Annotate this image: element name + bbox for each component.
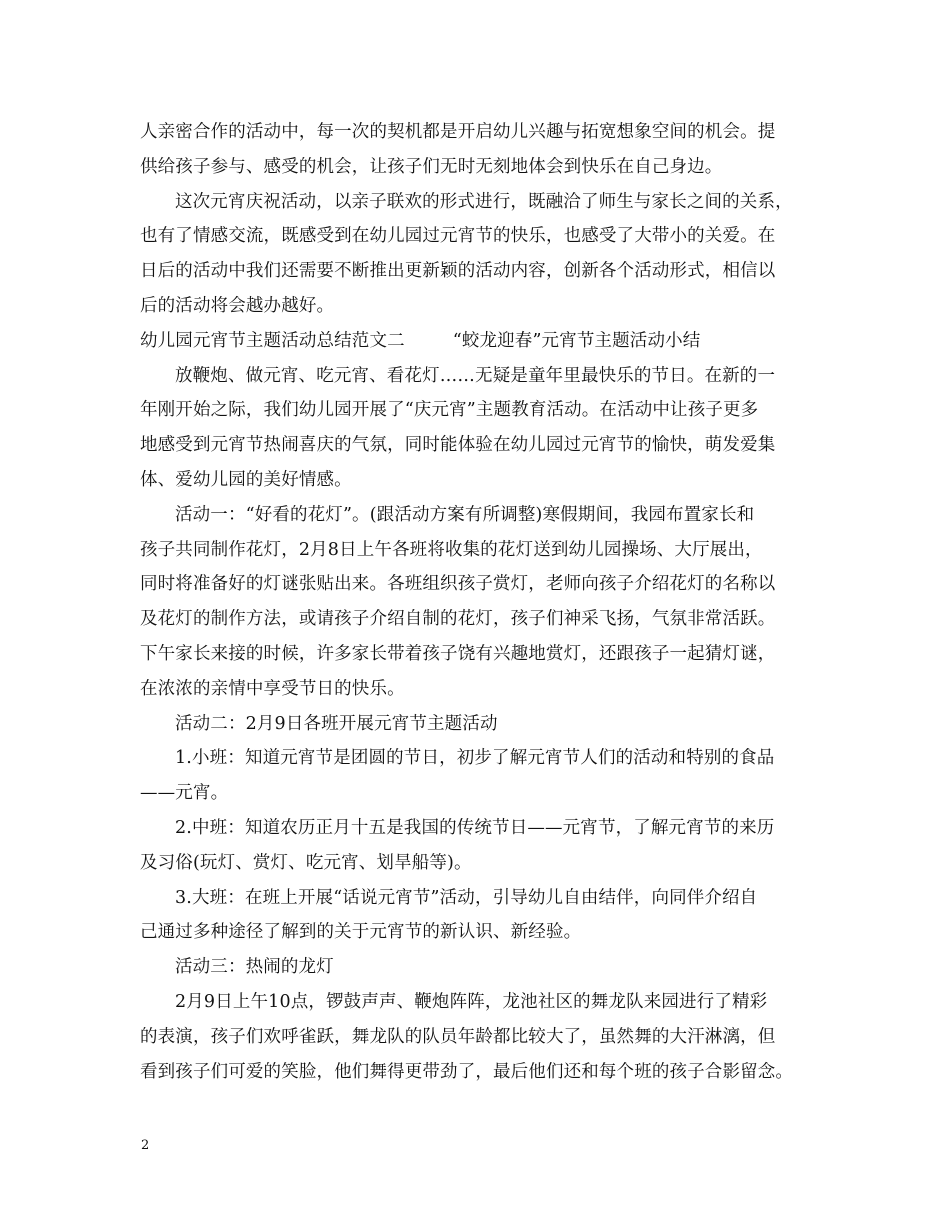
text-line: 地感受到元宵节热闹喜庆的气氛，同时能体验在幼儿园过元宵节的愉快，萌发爱集 (140, 435, 776, 456)
text-line: 年刚开始之际，我们幼儿园开展了“庆元宵”主题教育活动。在活动中让孩子更多 (140, 400, 759, 421)
page-number: 2 (141, 1138, 150, 1153)
paragraph-start: 2月9日上午10点，锣鼓声声、鞭炮阵阵，龙池社区的舞龙队来园进行了精彩 (175, 991, 768, 1012)
text-line: 供给孩子参与、感受的机会，让孩子们无时无刻地体会到快乐在自己身边。 (140, 156, 723, 177)
text-line: 的表演，孩子们欢呼雀跃，舞龙队的队员年龄都比较大了，虽然舞的大汗淋漓，但 (140, 1026, 776, 1047)
section-subtitle: “蛟龙迎春”元宵节主题活动小结 (452, 330, 701, 351)
text-line: 己通过多种途径了解到的关于元宵节的新认识、新经验。 (140, 922, 582, 943)
document-body (140, 115, 825, 1089)
section-title: 幼儿园元宵节主题活动总结范文二 (140, 330, 405, 351)
text-line: 看到孩子们可爱的笑脸，他们舞得更带劲了，最后他们还和每个班的孩子合影留念。 (140, 1061, 794, 1082)
text-line: 及花灯的制作方法，或请孩子介绍自制的花灯，孩子们神采飞扬，气氛非常活跃。 (140, 609, 776, 630)
text-line: 孩子共同制作花灯，2月8日上午各班将收集的花灯送到幼儿园操场、大厅展出， (140, 539, 763, 560)
text-line: 也有了情感交流，既感受到在幼儿园过元宵节的快乐，也感受了大带小的关爱。在 (140, 226, 776, 247)
paragraph-start: 活动三：热闹的龙灯 (175, 957, 334, 978)
text-line: 下午家长来接的时候，许多家长带着孩子饶有兴趣地赏灯，还跟孩子一起猜灯谜， (140, 643, 776, 664)
list-item: 3.大班：在班上开展“话说元宵节”活动，引导幼儿自由结伴，向同伴介绍自 (175, 887, 758, 908)
text-line: 同时将准备好的灯谜张贴出来。各班组织孩子赏灯，老师向孩子介绍花灯的名称以 (140, 574, 776, 595)
section-heading (140, 324, 825, 359)
paragraph-start: 这次元宵庆祝活动，以亲子联欢的形式进行，既融洽了师生与家长之间的关系， (175, 191, 793, 212)
text-line: 人亲密合作的活动中，每一次的契机都是开启幼儿兴趣与拓宽想象空间的机会。提 (140, 122, 776, 142)
paragraph-start: 活动一：“好看的花灯”。(跟活动方案有所调整)寒假期间，我园布置家长和 (175, 504, 755, 525)
text-line: 后的活动将会越办越好。 (140, 295, 335, 316)
text-line: 日后的活动中我们还需要不断推出更新颖的活动内容，创新各个活动形式，相信以 (140, 261, 776, 282)
text-line: 体、爱幼儿园的美好情感。 (140, 469, 352, 490)
text-line: 在浓浓的亲情中享受节日的快乐。 (140, 678, 405, 699)
text-line: 及习俗(玩灯、赏灯、吃元宵、划旱船等)。 (140, 852, 472, 873)
paragraph-start: 放鞭炮、做元宵、吃元宵、看花灯……无疑是童年里最快乐的节日。在新的一 (175, 365, 776, 386)
list-item: 1.小班：知道元宵节是团圆的节日，初步了解元宵节人们的活动和特别的食品 (175, 748, 775, 769)
paragraph-start: 活动二：2月9日各班开展元宵节主题活动 (175, 713, 498, 734)
list-item: 2.中班：知道农历正月十五是我国的传统节日——元宵节，了解元宵节的来历 (175, 817, 775, 838)
text-line: ——元宵。 (140, 783, 229, 804)
